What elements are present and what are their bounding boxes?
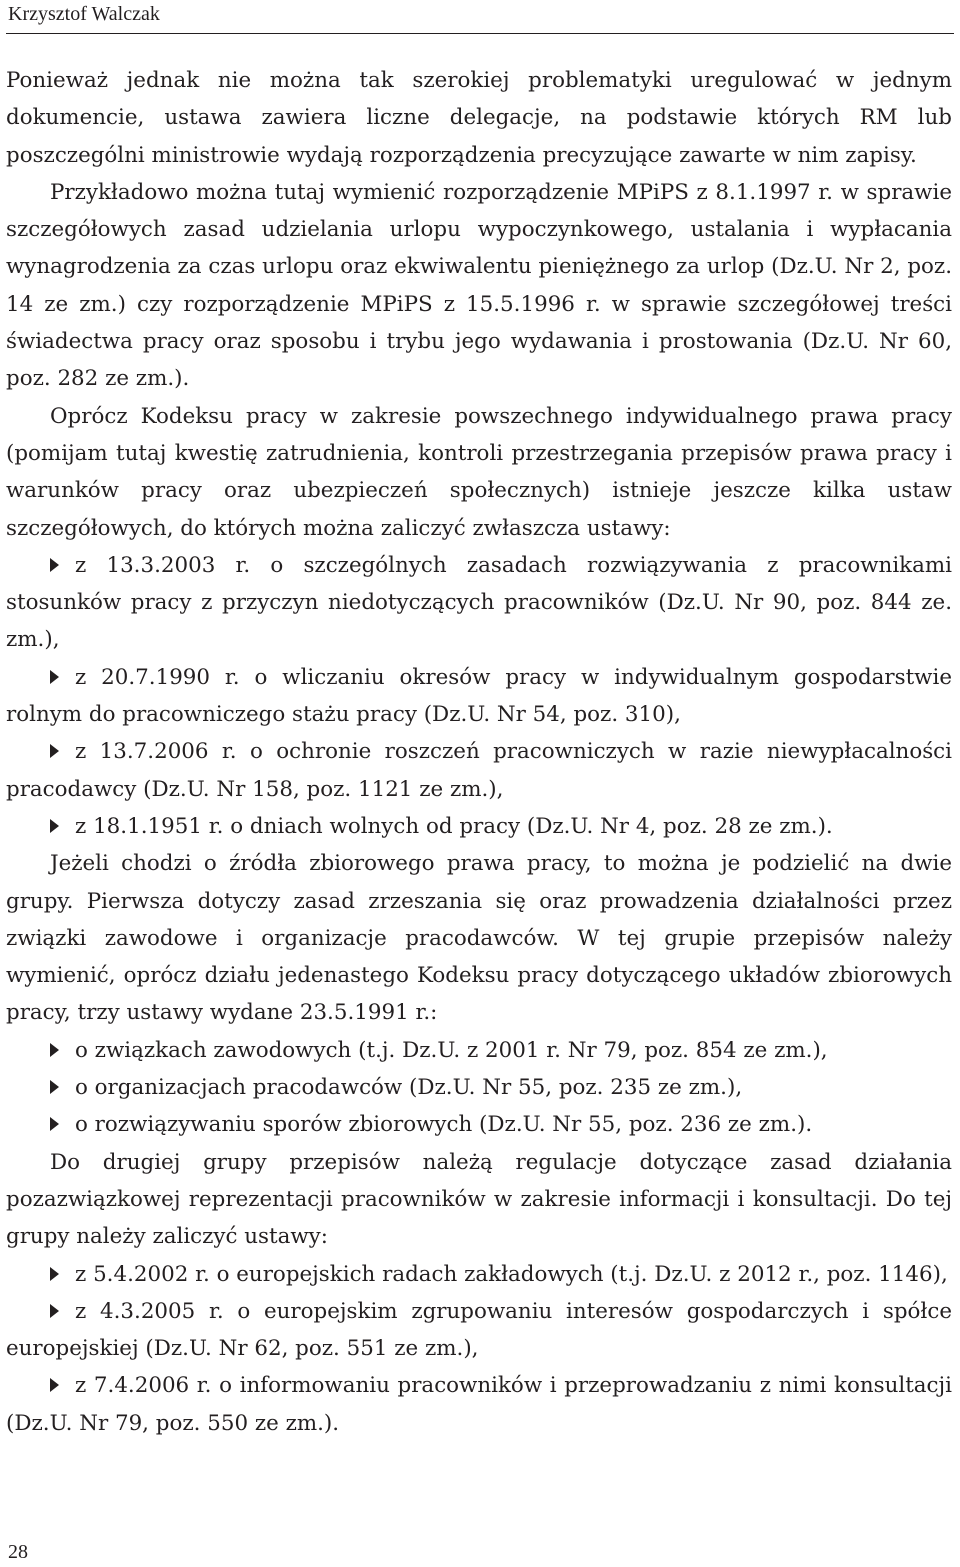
list-item-text: z 4.3.2005 r. o europejskim zgrupowaniu interesów gospodarczych i spółce europejskiej (Dz.U. Nr 62, poz. 551 ze zm.), (6, 1298, 952, 1362)
running-header-author: Krzysztof Walczak (8, 3, 160, 25)
paragraph-collective-law: Jeżeli chodzi o źródła zbiorowego prawa pracy, to można je podzielić na dwie grupy. Pierwsza dotyczy zasad zrzeszania się oraz prowadzenia działalności przez związki zawodowe i organizacje pracodawców. W tej grupie przepisów należy wymienić, oprócz działu jedenastego Kodeksu pracy dotyczącego układów zbiorowych pracy, trzy ustawy wydane 23.5.1991 r.: (6, 851, 952, 1026)
list-item-trade-unions (6, 1032, 952, 1069)
list-item-text: z 5.4.2002 r. o europejskich radach zakładowych (t.j. Dz.U. z 2012 r., poz. 1146), (75, 1261, 948, 1287)
list-item-act-2003 (6, 547, 952, 659)
list-item-text: z 7.4.2006 r. o informowaniu pracowników i przeprowadzaniu z nimi konsultacji (Dz.U. Nr 79, poz. 550 ze zm.). (6, 1373, 952, 1436)
list-item-text: z 13.3.2003 r. o szczególnych zasadach rozwiązywania z pracownikami stosunków pracy z przyczyn niedotyczących pracowników (Dz.U. Nr 90, poz. 844 ze. zm.), (6, 552, 952, 653)
list-item-text: z 20.7.1990 r. o wliczaniu okresów pracy w indywidualnym gospodarstwie rolnym do pracowniczego stażu pracy (Dz.U. Nr 54, poz. 310), (6, 664, 952, 728)
list-item-economic-grouping (6, 1293, 952, 1368)
page-number: 28 (8, 1541, 28, 1563)
paragraph-delegations: Ponieważ jednak nie można tak szerokiej problematyki uregulować w jednym dokumencie, ustawa zawiera liczne delegacje, na podstawie których RM lub poszczególni ministrowie wydają rozporządzenia precyzujące zawarte w nim zapisy. (6, 68, 952, 168)
bullet-arrow-icon (50, 670, 59, 684)
header-divider (6, 33, 954, 34)
paragraph-second-group: Do drugiej grupy przepisów należą regulacje dotyczące zasad działania pozazwiązkowej reprezentacji pracowników w zakresie informacji i konsultacji. Do tej grupy należy zaliczyć ustawy: (6, 1149, 952, 1250)
bullet-arrow-icon (50, 1267, 59, 1281)
bullet-arrow-icon (50, 819, 59, 833)
bullet-arrow-icon (50, 1117, 59, 1131)
bullet-arrow-icon (50, 1043, 59, 1057)
bullet-arrow-icon (50, 558, 59, 572)
bullet-arrow-icon (50, 1080, 59, 1094)
paragraph-regulations-example: Przykładowo można tutaj wymienić rozporządzenie MPiPS z 8.1.1997 r. w sprawie szczegółowych zasad udzielania urlopu wypoczynkowego, ustalania i wypłacania wynagrodzenia za czas urlopu oraz ekwiwalentu pieniężnego za urlop (Dz.U. Nr 2, poz. 14 ze zm.) czy rozporządzenie MPiPS z 15.5.1996 r. w sprawie szczegółowej treści świadectwa pracy oraz sposobu i trybu jego wydawania i prostowania (Dz.U. Nr 60, poz. 282 ze zm.). (6, 179, 952, 392)
bullet-arrow-icon (50, 1304, 59, 1318)
list-item-informing-employees (6, 1367, 952, 1442)
list-item-collective-disputes (6, 1106, 952, 1143)
page-body (6, 62, 952, 1442)
bullet-arrow-icon (50, 744, 59, 758)
list-item-text: o rozwiązywaniu sporów zbiorowych (Dz.U. Nr 55, poz. 236 ze zm.). (75, 1112, 813, 1138)
bullet-arrow-icon (50, 1378, 59, 1392)
list-item-text: z 18.1.1951 r. o dniach wolnych od pracy (Dz.U. Nr 4, poz. 28 ze zm.). (75, 813, 833, 839)
list-item-text: o związkach zawodowych (t.j. Dz.U. z 2001 r. Nr 79, poz. 854 ze zm.), (75, 1037, 828, 1063)
list-item-works-councils (6, 1256, 952, 1293)
paragraph-detailed-acts: Oprócz Kodeksu pracy w zakresie powszechnego indywidualnego prawa pracy (pomijam tutaj kwestię zatrudnienia, kontroli przestrzegania przepisów prawa pracy i warunków pracy oraz ubezpieczeń społecznych) istnieje jeszcze kilka ustaw szczegółowych, do których można zaliczyć zwłaszcza ustawy: (6, 403, 952, 541)
list-item-act-2006 (6, 733, 952, 808)
list-item-act-1990 (6, 659, 952, 734)
list-item-act-1951 (6, 808, 952, 845)
list-item-text: o organizacjach pracodawców (Dz.U. Nr 55, poz. 235 ze zm.), (75, 1075, 743, 1101)
list-item-text: z 13.7.2006 r. o ochronie roszczeń pracowniczych w razie niewypłacalności pracodawcy (Dz.U. Nr 158, poz. 1121 ze zm.), (6, 739, 952, 802)
list-item-employer-organizations (6, 1069, 952, 1106)
